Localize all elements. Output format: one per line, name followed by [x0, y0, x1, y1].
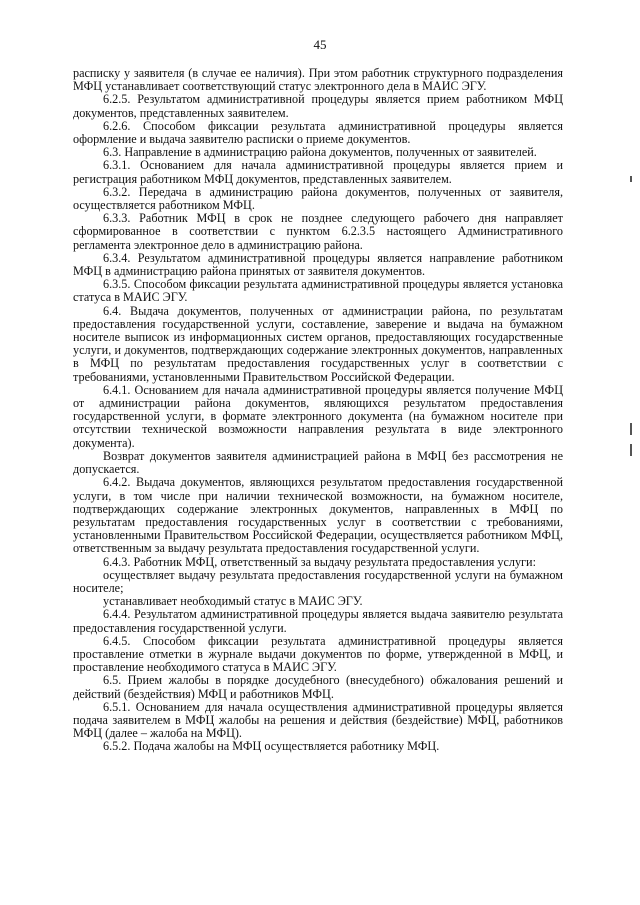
paragraph-6-4-5: 6.4.5. Способом фиксации результата административной процедуры является проставление отметки в журнале выдачи документов по форме, утвержденной в МФЦ, и проставление необходимого статуса в МАИС ЭГУ. [73, 633, 563, 675]
paragraph-6-3-3: 6.3.3. Работник МФЦ в срок не позднее следующего рабочего дня направляет сформированное в соответствии с пунктом 6.2.3.5 настоящего Административного регламента электронное дело в администрацию района. [73, 211, 563, 252]
paragraph-6-3-1: 6.3.1. Основанием для начала административной процедуры является прием и регистрация работником МФЦ документов, представленных заявителем. [73, 158, 563, 186]
paragraph-6-3: 6.3. Направление в администрацию района документов, полученных от заявителей. [103, 145, 537, 160]
paragraph-6-4-3-item-1: осуществляет выдачу результата предоставления государственной услуги на бумажном носителе; [73, 567, 563, 595]
scan-edge-mark [630, 176, 632, 182]
paragraph-continuation: расписку у заявителя (в случае ее наличия). При этом работник структурного подразделения МФЦ устанавливает соответствующий статус электронного дела в МАИС ЭГУ. [73, 66, 563, 94]
paragraph-6-4-3-item-2: устанавливает необходимый статус в МАИС ЭГУ. [103, 594, 363, 609]
paragraph-6-5: 6.5. Прием жалобы в порядке досудебного (внесудебного) обжалования решений и действий (бездействия) МФЦ и работников МФЦ. [73, 673, 563, 701]
paragraph-6-3-2: 6.3.2. Передача в администрацию района документов, полученных от заявителя, осуществляется работником МФЦ. [73, 184, 563, 213]
scan-edge-mark [630, 423, 632, 435]
paragraph-6-4-3: 6.4.3. Работник МФЦ, ответственный за выдачу результата предоставления услуги: [103, 554, 536, 569]
paragraph-6-4-2: 6.4.2. Выдача документов, являющихся результатом предоставления государственной услуги, в том числе при наличии технической возможности, на бумажном носителе, подтверждающих содержание электронных документов, направленных в МФЦ по результатам предоставления государственных услуг в соответствии с требованиями, установленными Правительством Российской Федерации, осуществляется работником МФЦ, ответственным за выдачу результата предоставления государственной услуги. [73, 475, 563, 556]
paragraph-6-5-1: 6.5.1. Основанием для начала осуществления административной процедуры является подача заявителем в МФЦ жалобы на решения и действия (бездействие) МФЦ, работников МФЦ (далее – жалоба на МФЦ). [73, 699, 563, 741]
paragraph-6-2-6: 6.2.6. Способом фиксации результата административной процедуры является оформление и выдача заявителю расписки о приеме документов. [73, 118, 563, 147]
page-number: 45 [313, 37, 327, 52]
scan-edge-mark [630, 444, 632, 456]
paragraph-6-3-4: 6.3.4. Результатом административной процедуры является направление работником МФЦ в администрацию района принятых от заявителя документов. [73, 250, 563, 279]
paragraph-6-4-4: 6.4.4. Результатом административной процедуры является выдача заявителю результата предоставления государственной услуги. [73, 607, 563, 635]
paragraph-6-4: 6.4. Выдача документов, полученных от администрации района, по результатам предоставления государственной услуги, составление, заверение и выдача на бумажном носителе выписок из информационных систем органов, предоставляющих государственные услуги, и документов, подтверждающих содержание электронных документов, направленных в МФЦ по результатам предоставления государственных услуг в соответствии с требованиями, установленными Правительством Российской Федерации. [73, 303, 563, 384]
paragraph-6-4-1: 6.4.1. Основанием для начала административной процедуры является получение МФЦ от администрации района документов, являющихся результатом предоставления государственной услуги, в формате электронного документа (на бумажном носителе при отсутствии технической возможности направления результата в виде электронного документа). [73, 382, 563, 450]
paragraph-return-not-allowed: Возврат документов заявителя администрацией района в МФЦ без рассмотрения не допускается. [73, 448, 563, 477]
document-body [73, 67, 563, 754]
paragraph-6-2-5: 6.2.5. Результатом административной процедуры является прием работником МФЦ документов, представленных заявителем. [73, 92, 563, 120]
paragraph-6-3-5: 6.3.5. Способом фиксации результата административной процедуры является установка статуса в МАИС ЭГУ. [73, 277, 563, 305]
paragraph-6-5-2: 6.5.2. Подача жалобы на МФЦ осуществляется работнику МФЦ. [103, 739, 440, 754]
